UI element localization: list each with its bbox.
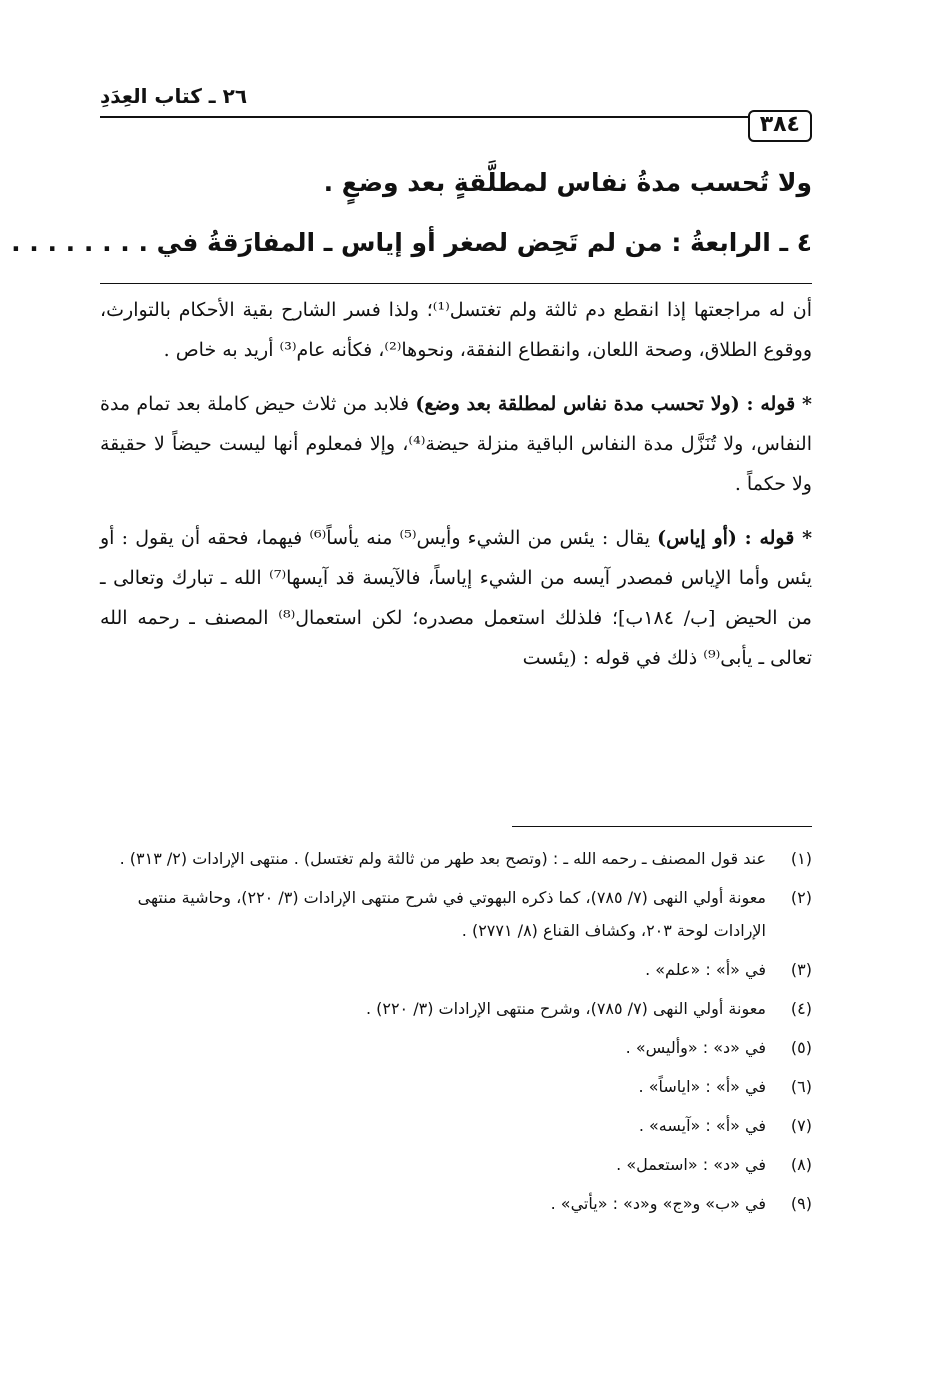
commentary-paragraph-1: أن له مراجعتها إذا انقطع دم ثالثة ولم تغتسل⁽¹⁾؛ ولذا فسر الشارح بقية الأحكام بالتوارث، ووقوع الطلاق، وصحة اللعان، وانقطاع النفقة، ونحوها⁽²⁾، فكأنه عام⁽³⁾ أريد به خاص . — [100, 299, 812, 361]
commentary-text: يقال : يئس من الشيء وأيس⁽⁵⁾ منه يأساً⁽⁶⁾ فيهما، فحقه أن يقول : أو يئس وأما الإياس فمصدر آيسه من الشيء إياساً، فالآيسة قد آيسها⁽⁷⁾ الله ـ تبارك وتعالى ـ من الحيض [ب/ ١٨٤ب]؛ فلذلك استعمل مصدره؛ لكن استعمال⁽⁸⁾ المصنف ـ رحمه الله تعالى ـ يأبى⁽⁹⁾ ذلك في قوله : (يئست — [100, 527, 813, 669]
footnote-number: (٧) — [790, 1116, 812, 1135]
footnote — [100, 1031, 812, 1064]
quote-lead: * قوله : (ولا تحسب مدة نفاس لمطلقة بعد وضع) — [415, 393, 812, 415]
footnote — [100, 1187, 812, 1220]
footnote — [100, 1070, 812, 1103]
footnote-number: (٢) — [790, 888, 812, 907]
footnote-text: في «أ» : «آيسه» . — [638, 1116, 766, 1135]
footnote-number: (٩) — [790, 1194, 812, 1213]
matn-line-2: ٤ ـ الرابعةُ : من لم تَحِض لصغر أو إياس ـ المفارَقةُ في . . . . . . . . — [11, 228, 812, 257]
matn-divider — [100, 283, 812, 284]
commentary-paragraph-3 — [100, 518, 812, 678]
footnote-text: معونة أولي النهى (٧/ ٧٨٥)، وشرح منتهى الإرادات (٣/ ٢٢٠) . — [365, 999, 766, 1018]
footnote-number: (٣) — [790, 960, 812, 979]
footnote-text: في «أ» : «علم» . — [645, 960, 766, 979]
footnotes — [100, 842, 812, 1226]
footnote — [100, 1109, 812, 1142]
header-rule — [100, 116, 748, 118]
page-header — [100, 84, 812, 137]
footnote-number: (٨) — [790, 1155, 812, 1174]
commentary-body — [100, 290, 812, 692]
footnote-number: (٦) — [790, 1077, 812, 1096]
footnote-text: في «ب» و«ج» و«د» : «يأتي» . — [550, 1194, 766, 1213]
footnote-number: (٥) — [790, 1038, 812, 1057]
footnote-text: معونة أولي النهى (٧/ ٧٨٥)، كما ذكره البهوتي في شرح منتهى الإرادات (٣/ ٢٢٠)، وحاشية منتهى الإرادات لوحة ٢٠٣، وكشاف القناع (٨/ ٢٧٧١) . — [137, 888, 766, 940]
footnote-text: في «د» : «استعمل» . — [616, 1155, 766, 1174]
footnote — [100, 953, 812, 986]
book-title: ٢٦ ـ كتاب العِدَدِ — [100, 84, 248, 108]
matn-line-1: ولا تُحسب مدةُ نفاس لمطلَّقةٍ بعد وضعٍ . — [323, 168, 812, 197]
footnote-separator — [512, 826, 812, 827]
footnote-text: في «أ» : «اياساً» . — [638, 1077, 766, 1096]
footnote — [100, 1148, 812, 1181]
footnote — [100, 842, 812, 875]
footnote-text: عند قول المصنف ـ رحمه الله ـ : (وتصح بعد طهر من ثالثة ولم تغتسل) . منتهى الإرادات (٢/ ٣١٣) . — [119, 849, 766, 868]
footnote — [100, 881, 812, 947]
page-number: ٣٨٤ — [748, 110, 812, 142]
footnote-number: (١) — [790, 849, 812, 868]
quote-lead: * قوله : (أو إياس) — [657, 527, 813, 549]
footnote-text: في «د» : «وأليس» . — [625, 1038, 766, 1057]
commentary-text: فلابد من ثلاث حيض كاملة بعد تمام مدة النفاس، ولا تُنَزَّل مدة النفاس الباقية منزلة حيضة⁽⁴⁾، وإلا فمعلوم أنها ليست حيضاً لا حقيقة ولا حكماً . — [100, 393, 812, 495]
footnote-number: (٤) — [790, 999, 812, 1018]
commentary-paragraph-2 — [100, 384, 812, 504]
footnote — [100, 992, 812, 1025]
